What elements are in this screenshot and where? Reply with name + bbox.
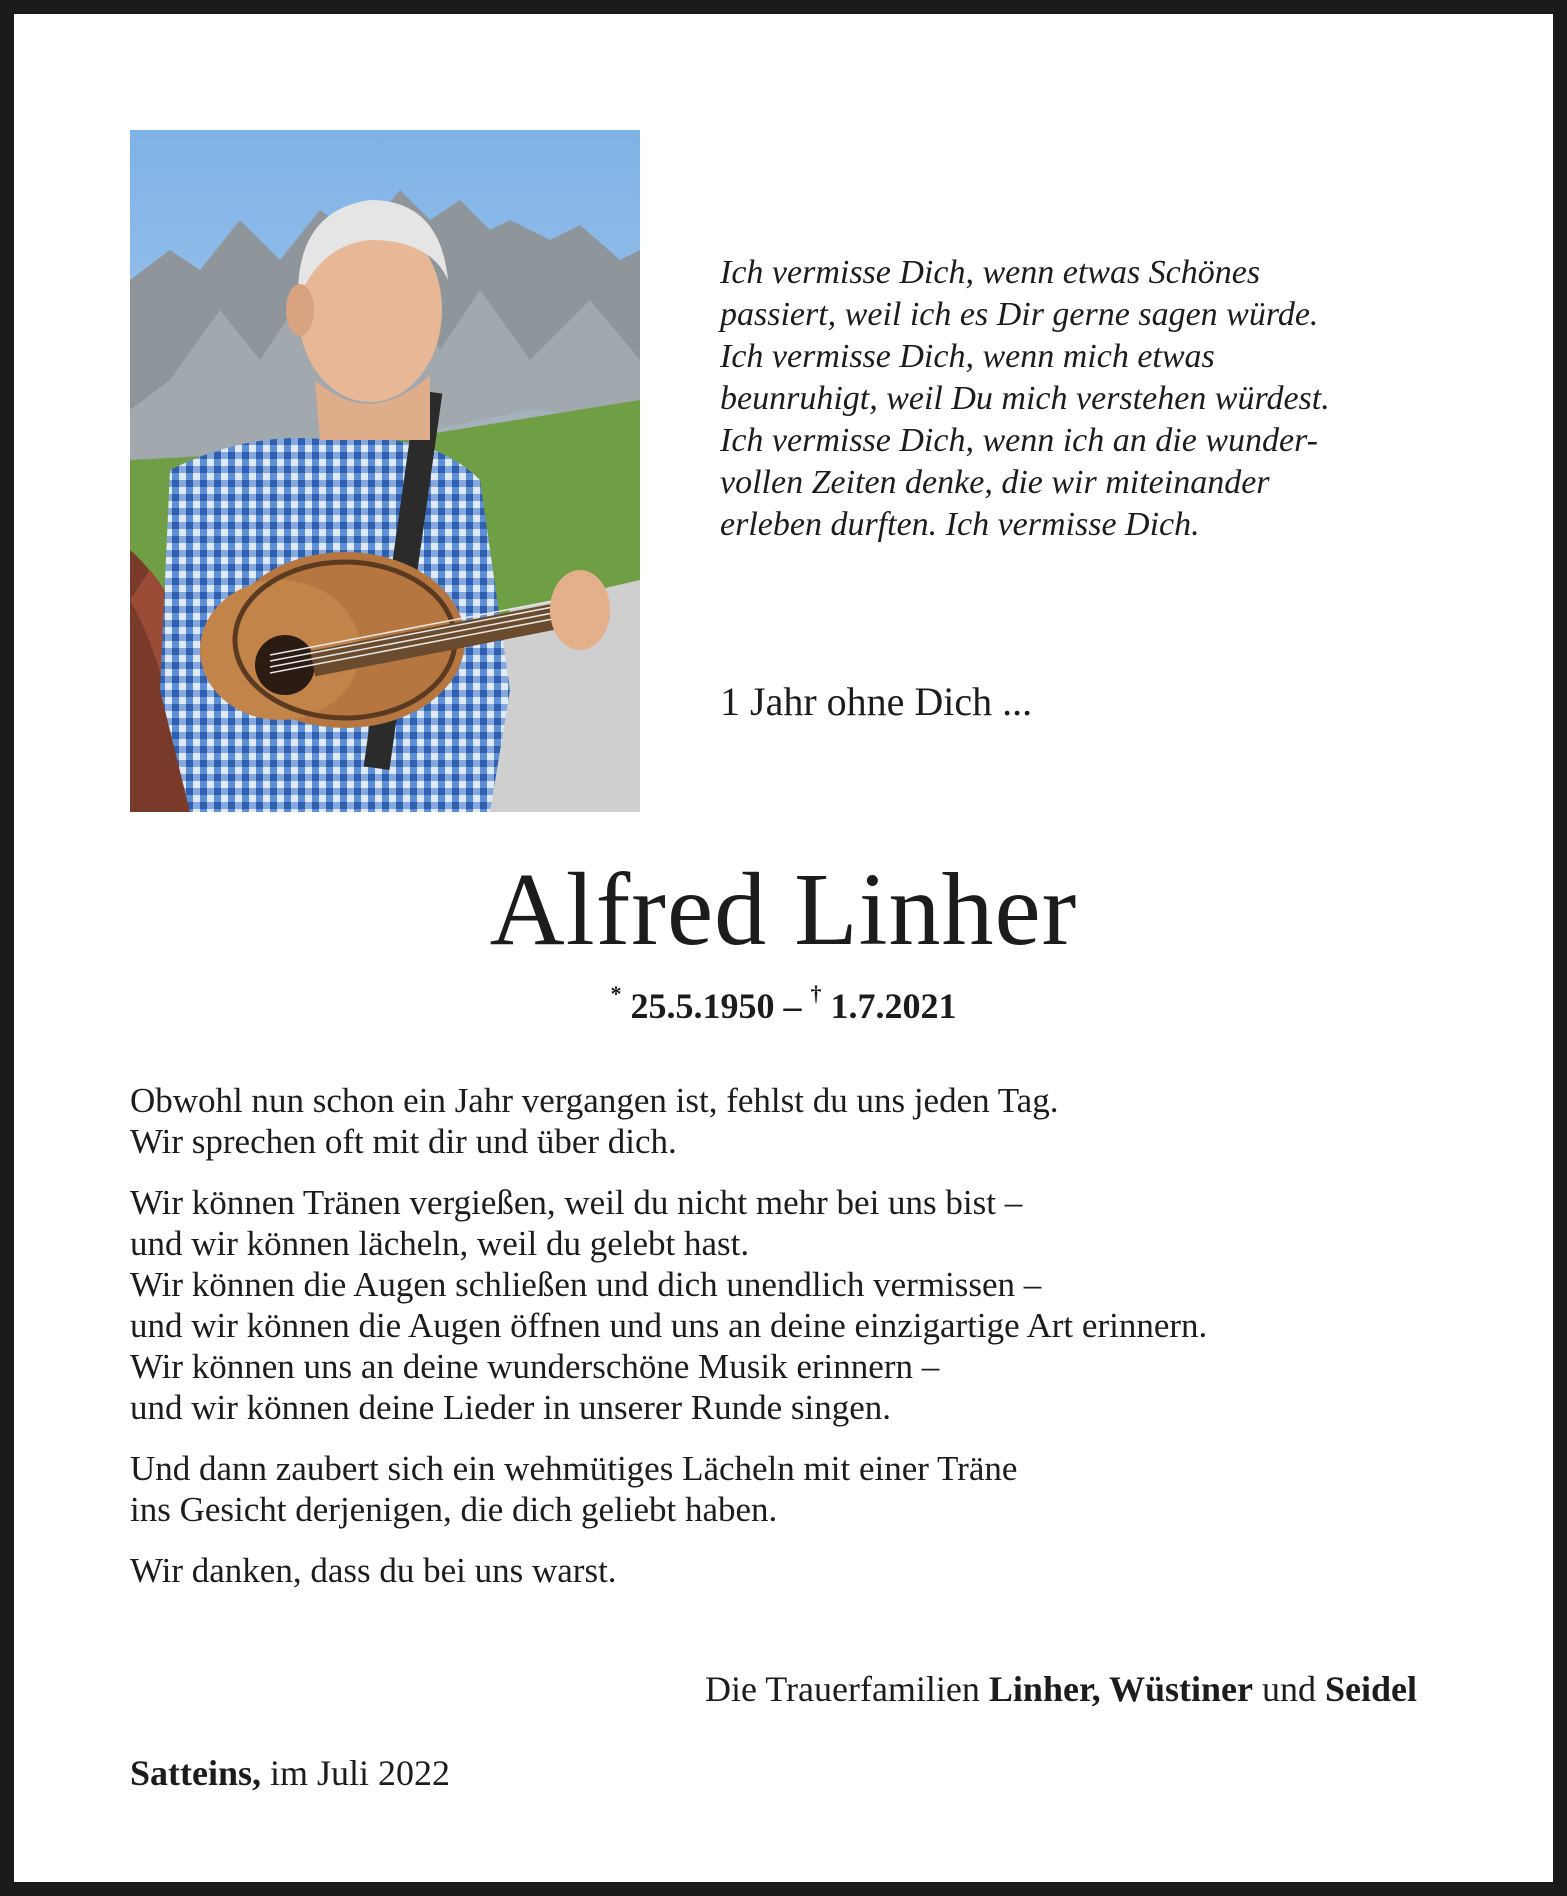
poem-line: vollen Zeiten denke, die wir miteinander (720, 464, 1270, 501)
text-line: Wir können Tränen vergießen, weil du nicht mehr bei uns bist – (130, 1183, 1023, 1222)
poem-line: beunruhigt, weil Du mich verstehen würdest. (720, 380, 1330, 417)
text-line: und wir können lächeln, weil du gelebt hast. (130, 1224, 750, 1263)
family-signature (705, 1668, 1417, 1710)
paragraph (130, 1550, 1450, 1591)
poem-line: Ich vermisse Dich, wenn mich etwas (720, 338, 1215, 375)
family-names-2: Seidel (1324, 1669, 1417, 1709)
text-line: Obwohl nun schon ein Jahr vergangen ist, fehlst du uns jeden Tag. (130, 1081, 1059, 1120)
paragraph (130, 1080, 1450, 1162)
birth-symbol: * (610, 981, 622, 1006)
place-name: Satteins, (130, 1753, 262, 1793)
text-line: Wir sprechen oft mit dir und über dich. (130, 1122, 677, 1161)
poem-line: Ich vermisse Dich, wenn etwas Schönes (720, 254, 1261, 291)
signature-prefix: Die Trauerfamilien (704, 1669, 989, 1709)
paragraph (130, 1182, 1450, 1428)
anniversary-text: 1 Jahr ohne Dich ... (720, 679, 1033, 724)
family-names-1: Linher, Wüstiner (988, 1669, 1253, 1709)
poem-line: erleben durften. Ich vermisse Dich. (720, 506, 1200, 543)
poem-line: passiert, weil ich es Dir gerne sagen würde. (720, 296, 1319, 333)
death-symbol: † (810, 981, 822, 1006)
paragraph (130, 1448, 1450, 1530)
deceased-name: Alfred Linher (489, 852, 1078, 967)
place-and-date (130, 1752, 450, 1794)
text-line: Wir können uns an deine wunderschöne Musik erinnern – (130, 1347, 940, 1386)
memorial-poem (720, 252, 1460, 546)
text-line: Und dann zaubert sich ein wehmütiges Lächeln mit einer Träne (130, 1449, 1018, 1488)
signature-connector: und (1252, 1669, 1325, 1709)
poem-line: Ich vermisse Dich, wenn ich an die wunder- (720, 422, 1318, 459)
portrait-photo (130, 130, 640, 812)
publication-date: im Juli 2022 (261, 1753, 451, 1793)
text-line: und wir können deine Lieder in unserer Runde singen. (130, 1388, 892, 1427)
life-dates (0, 981, 1567, 1027)
portrait-illustration (130, 130, 640, 812)
memorial-text (130, 1080, 1450, 1611)
date-separator: – (783, 986, 802, 1026)
text-line: und wir können die Augen öffnen und uns an deine einzigartige Art erinnern. (130, 1306, 1208, 1345)
text-line: Wir können die Augen schließen und dich unendlich vermissen – (130, 1265, 1042, 1304)
text-line: ins Gesicht derjenigen, die dich geliebt haben. (130, 1490, 778, 1529)
birth-date: 25.5.1950 (630, 986, 775, 1026)
text-line: Wir danken, dass du bei uns warst. (130, 1551, 617, 1590)
death-date: 1.7.2021 (830, 986, 957, 1026)
